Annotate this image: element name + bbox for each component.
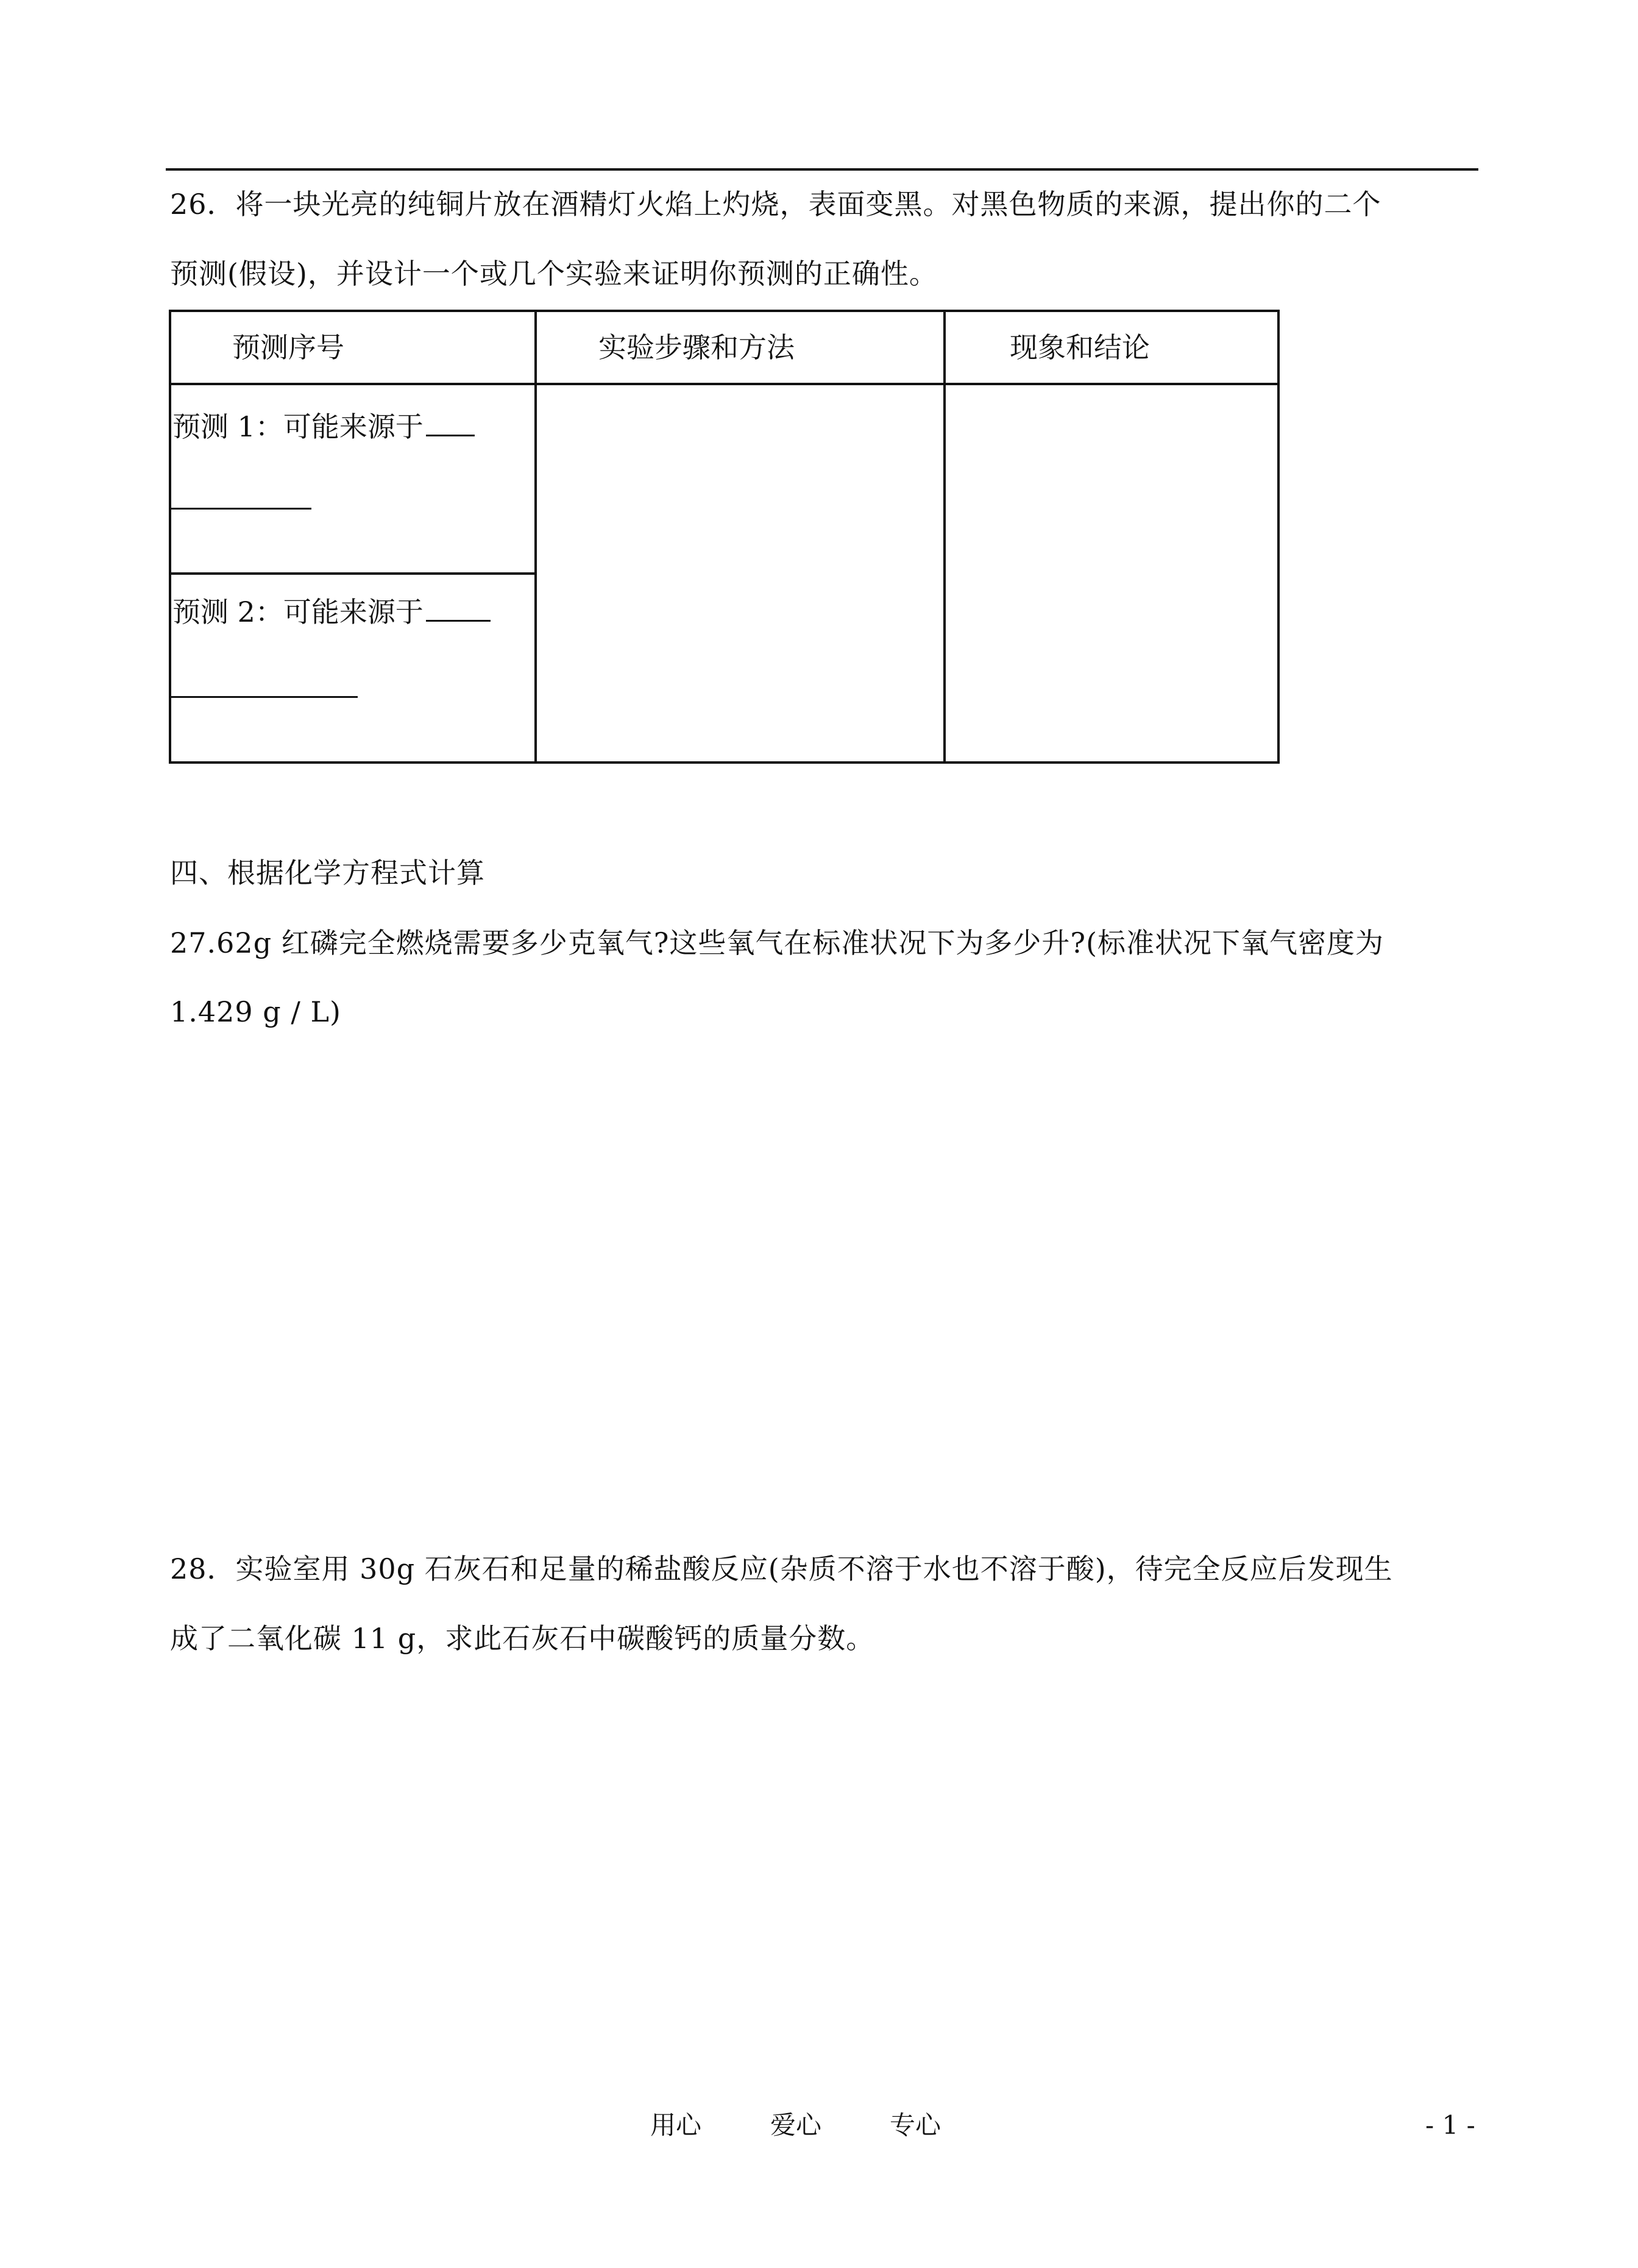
prediction-1-blank-line bbox=[171, 508, 311, 510]
table-header-steps-methods: 实验步骤和方法 bbox=[598, 331, 795, 364]
q27-line-1: 27.62g 红磷完全燃烧需要多少克氧气?这些氧气在标准状况下为多少升?(标准状况下氧气密度为 bbox=[170, 926, 1384, 959]
table-border-bottom bbox=[169, 761, 1280, 764]
footer-slogan-2: 爱心 bbox=[770, 2110, 822, 2140]
table-border-top bbox=[169, 310, 1280, 312]
prediction-2-text: 预测 2：可能来源于 bbox=[172, 595, 424, 628]
prediction-1-text: 预测 1：可能来源于 bbox=[172, 410, 424, 443]
footer-slogan-3: 专心 bbox=[890, 2110, 941, 2140]
prediction-2-label bbox=[172, 594, 491, 630]
footer-slogan-1: 用心 bbox=[650, 2110, 702, 2140]
table-header-divider bbox=[169, 383, 1280, 385]
table-row-divider bbox=[169, 572, 536, 575]
prediction-2-blank-inline bbox=[426, 620, 491, 622]
section-4-title: 四、根据化学方程式计算 bbox=[170, 856, 485, 889]
table-header-phenomena-conclusion: 现象和结论 bbox=[1010, 331, 1150, 364]
q26-line-2: 预测(假设)，并设计一个或几个实验来证明你预测的正确性。 bbox=[170, 257, 938, 290]
prediction-1-blank-inline bbox=[426, 435, 475, 436]
q26-line-1: 26．将一块光亮的纯铜片放在酒精灯火焰上灼烧，表面变黑。对黑色物质的来源，提出你的二个 bbox=[170, 188, 1381, 221]
table-column-divider-1 bbox=[534, 310, 537, 764]
table-column-divider-2 bbox=[943, 310, 946, 764]
prediction-1-label bbox=[172, 408, 475, 445]
page-number: - 1 - bbox=[1425, 2110, 1475, 2140]
q28-line-1: 28．实验室用 30g 石灰石和足量的稀盐酸反应(杂质不溶于水也不溶于酸)，待完全反应后发现生 bbox=[170, 1552, 1393, 1585]
header-rule bbox=[166, 168, 1478, 171]
q28-line-2: 成了二氧化碳 11 g，求此石灰石中碳酸钙的质量分数。 bbox=[170, 1622, 875, 1655]
table-border-right bbox=[1277, 310, 1280, 764]
table-header-prediction-no: 预测序号 bbox=[232, 331, 344, 364]
prediction-table bbox=[169, 310, 1280, 764]
q27-line-2: 1.429 g / L) bbox=[170, 995, 341, 1028]
prediction-2-blank-line bbox=[171, 696, 358, 698]
